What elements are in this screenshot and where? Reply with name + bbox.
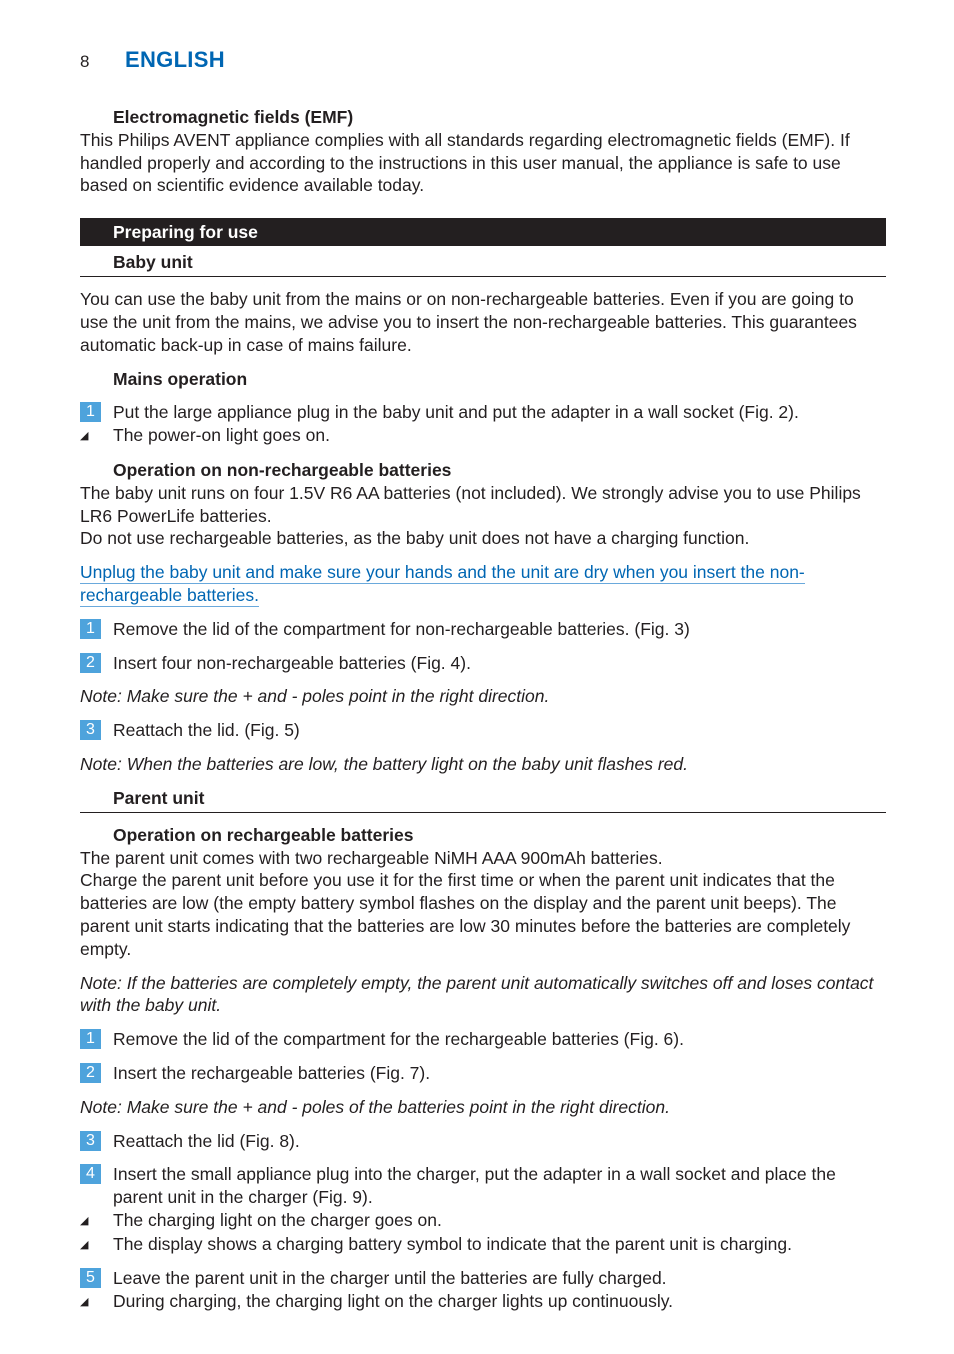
nonrech-note-2: Note: When the batteries are low, the battery light on the baby unit flashes red. (80, 753, 688, 774)
step-number-badge: 1 (80, 402, 101, 422)
nonrech-step-1 (80, 618, 886, 641)
rech-step-3 (80, 1130, 886, 1153)
mains-heading: Mains operation (113, 368, 248, 389)
step-number-badge: 4 (80, 1164, 101, 1184)
rech-step-2 (80, 1062, 886, 1085)
step-text: Remove the lid of the compartment for the rechargeable batteries (Fig. 6). (113, 1029, 684, 1050)
nonrech-heading: Operation on non-rechargeable batteries (113, 459, 452, 480)
step-text: Insert the small appliance plug into the charger, put the adapter in a wall socket and place the parent unit in the charger (Fig. 9). (113, 1164, 836, 1208)
triangle-bullet-icon: ◢ (80, 1296, 89, 1309)
step-number-badge: 5 (80, 1268, 101, 1288)
triangle-bullet-icon: ◢ (80, 1238, 89, 1251)
nonrech-warning (80, 561, 886, 607)
step-number-badge: 1 (80, 1029, 101, 1049)
language-label: ENGLISH (125, 47, 225, 72)
rech-step-5 (80, 1267, 886, 1290)
bullet-text: The power-on light goes on. (113, 425, 330, 446)
nonrech-step-3 (80, 719, 886, 742)
bullet-text: The charging light on the charger goes on. (113, 1209, 442, 1230)
emf-body: This Philips AVENT appliance complies with all standards regarding electromagnetic fields (EMF). If handled properly and according to the instructions in this user manual, the appliance is safe to use based on scientific evidence available today. (80, 129, 850, 196)
subsection-parent-unit: Parent unit (80, 787, 886, 813)
mains-step-1 (80, 401, 886, 424)
baby-unit-intro: You can use the baby unit from the mains or on non-rechargeable batteries. Even if you are going to use the unit from the mains, we advise you to insert the non-rechargeable batteries. This guarantees automatic back-up in case of mains failure. (80, 289, 857, 355)
step-text: Put the large appliance plug in the baby unit and put the adapter in a wall socket (Fig. 2). (113, 402, 799, 423)
nonrech-step-2 (80, 652, 886, 675)
step-text: Leave the parent unit in the charger until the batteries are fully charged. (113, 1268, 667, 1289)
rech-body-1: The parent unit comes with two rechargeable NiMH AAA 900mAh batteries. (80, 847, 663, 868)
step-number-badge: 2 (80, 653, 101, 673)
warning-line-1: Unplug the baby unit and make sure your hands and the unit are dry when you insert the non- (80, 562, 805, 583)
step-text: Insert four non-rechargeable batteries (Fig. 4). (113, 652, 471, 673)
rech-body-2: Charge the parent unit before you use it for the first time or when the parent unit indicates that the batteries are low (the empty battery symbol flashes on the display and the parent unit beeps). The parent unit starts indicating that the batteries are low 30 minutes before the batteries are completely empty. (80, 870, 851, 959)
rech-heading: Operation on rechargeable batteries (113, 824, 414, 845)
bullet-text: The display shows a charging battery symbol to indicate that the parent unit is charging. (113, 1233, 792, 1254)
rech-step-1 (80, 1028, 886, 1051)
step-number-badge: 3 (80, 1131, 101, 1151)
section-bar-preparing: Preparing for use (80, 218, 886, 246)
triangle-bullet-icon: ◢ (80, 430, 89, 443)
rech-step-4 (80, 1163, 886, 1209)
rech-note-1: Note: If the batteries are completely empty, the parent unit automatically switches off and loses contact with the baby unit. (80, 972, 874, 1016)
rech-bullet-4a (80, 1209, 886, 1233)
step-text: Reattach the lid. (Fig. 5) (113, 720, 300, 741)
page-number: 8 (80, 52, 90, 71)
mains-bullet-1 (80, 424, 886, 448)
nonrech-note-1: Note: Make sure the + and - poles point in the right direction. (80, 686, 550, 707)
page-content (80, 106, 886, 1314)
nonrech-body-2: Do not use rechargeable batteries, as the baby unit does not have a charging function. (80, 528, 750, 549)
step-text: Reattach the lid (Fig. 8). (113, 1130, 300, 1151)
step-text: Insert the rechargeable batteries (Fig. 7). (113, 1062, 431, 1083)
step-number-badge: 1 (80, 619, 101, 639)
step-text: Remove the lid of the compartment for non-rechargeable batteries. (Fig. 3) (113, 618, 690, 639)
warning-line-2: rechargeable batteries. (80, 584, 259, 605)
triangle-bullet-icon: ◢ (80, 1214, 89, 1227)
rech-note-2: Note: Make sure the + and - poles of the batteries point in the right direction. (80, 1096, 670, 1117)
bullet-text: During charging, the charging light on the charger lights up continuously. (113, 1291, 674, 1312)
rech-bullet-5a (80, 1290, 886, 1314)
page-header (80, 47, 225, 75)
rech-bullet-4b (80, 1233, 886, 1257)
subsection-baby-unit: Baby unit (80, 251, 886, 277)
step-number-badge: 2 (80, 1063, 101, 1083)
step-number-badge: 3 (80, 720, 101, 740)
nonrech-body-1: The baby unit runs on four 1.5V R6 AA batteries (not included). We strongly advise you to use Philips LR6 PowerLife batteries. (80, 482, 861, 526)
emf-heading: Electromagnetic fields (EMF) (113, 107, 354, 127)
